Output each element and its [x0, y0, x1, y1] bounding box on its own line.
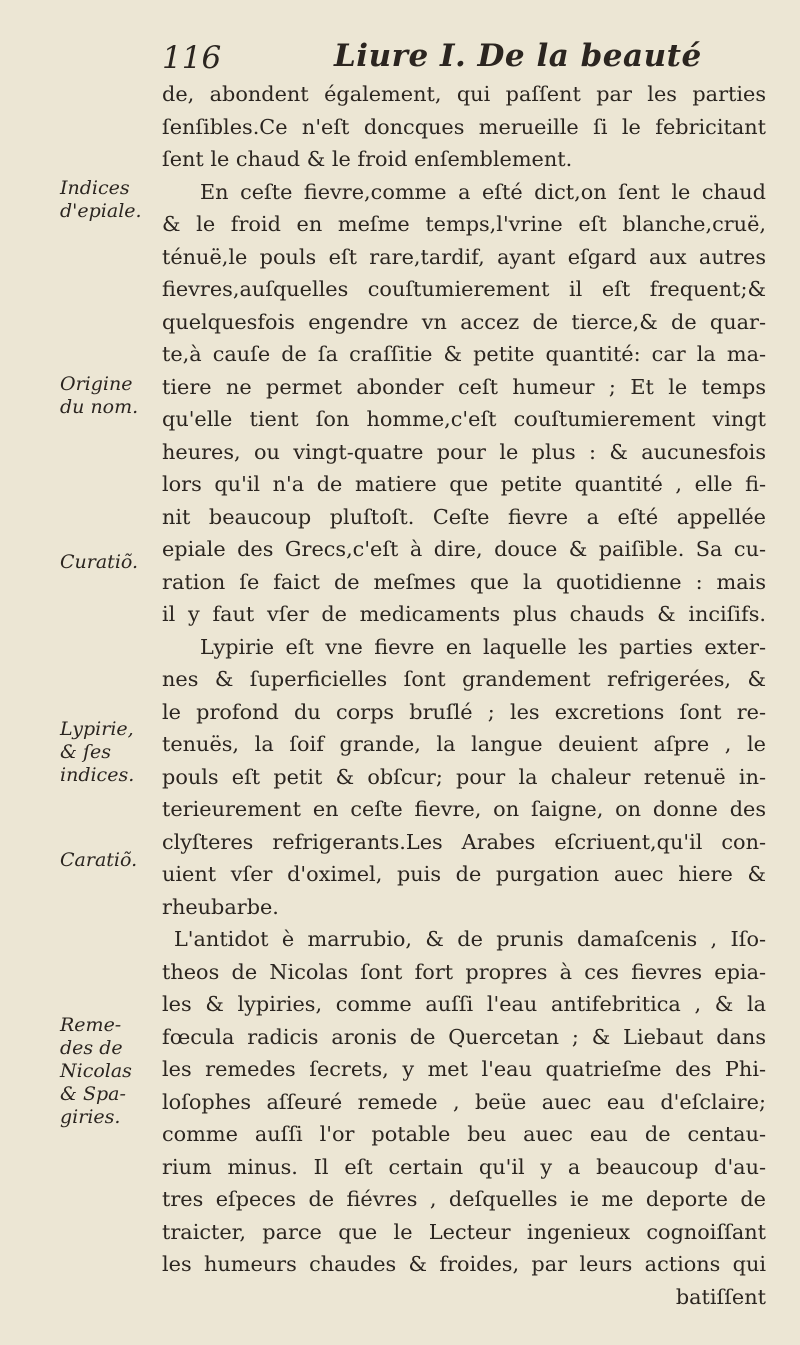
- margin-notes: [0, 0, 160, 1345]
- margin-note: [60, 373, 138, 419]
- text-line: les humeurs chaudes & froides, par leurs actions qui: [162, 1252, 766, 1276]
- margin-note-line: & Spa-: [60, 1083, 126, 1105]
- text-line: ténuë,le pouls eſt rare,tardif, ayant eſgard aux autres: [162, 244, 766, 269]
- text-line: heures, ou vingt-quatre pour le plus : & aucunesfois: [162, 439, 766, 464]
- margin-note-line: Curatiõ.: [60, 551, 139, 573]
- body-text: [162, 78, 766, 1313]
- text-line: ſent le chaud & le froid enſemblement.: [162, 147, 573, 171]
- page-number: 116: [162, 40, 222, 76]
- margin-note-line: d'epiale.: [60, 200, 142, 222]
- text-line: uient vſer d'oximel, puis de purgation auec hiere &: [162, 862, 766, 886]
- text-line: les remedes ſecrets, y met l'eau quatrieſme des Phi-: [162, 1057, 766, 1081]
- margin-note-line: Nicolas: [60, 1060, 132, 1082]
- text-line: loſophes aſſeuré remede , beüe auec eau d'eſclaire;: [162, 1089, 766, 1114]
- margin-note-line: & ſes: [60, 741, 111, 763]
- text-line: tres eſpeces de fiévres , deſquelles ie me deporte de: [162, 1187, 766, 1211]
- margin-note-line: Indices: [60, 177, 130, 199]
- text-line: nit beaucoup pluſtoſt. Ceſte fievre a eſté appellée: [162, 504, 766, 529]
- text-line: Lypirie eſt vne fievre en laquelle les parties exter-: [200, 634, 766, 659]
- margin-note-line: indices.: [60, 764, 135, 786]
- text-line: & le froid en meſme temps,l'vrine eſt blanche,cruë,: [162, 212, 766, 236]
- text-line: rheubarbe.: [162, 894, 279, 919]
- text-line: tiere ne permet abonder ceſt humeur ; Et le temps: [162, 374, 766, 399]
- margin-note: [60, 551, 138, 574]
- text-line: le profond du corps bruſlé ; les excretions ſont re-: [162, 699, 766, 724]
- text-line: nes & ſuperficielles ſont grandement refrigerées, &: [162, 667, 766, 691]
- text-line: clyſteres refrigerants.Les Arabes eſcriuent,qu'il con-: [162, 829, 766, 854]
- margin-note: [60, 1014, 132, 1129]
- margin-note-line: Origine: [60, 373, 133, 395]
- text-line: En ceſte fievre,comme a eſté dict,on ſent le chaud: [200, 179, 766, 204]
- text-line: il y faut vſer de medicaments plus chauds & inciſifs.: [162, 602, 766, 626]
- text-line: de, abondent également, qui paſſent par les parties: [162, 82, 766, 106]
- text-line: quelquesfois engendre vn accez de tierce,& de quar-: [162, 309, 766, 334]
- text-line: batiſſent: [675, 1284, 766, 1309]
- text-line: lors qu'il n'a de matiere que petite quantité , elle fi-: [162, 472, 766, 496]
- text-line: te,à cauſe de ſa craſſitie & petite quantité: car la ma-: [162, 342, 766, 366]
- margin-note-line: des de: [60, 1037, 123, 1059]
- margin-note-line: Caratiõ.: [60, 849, 138, 871]
- text-line: terieurement en ceſte fievre, on ſaigne, on donne des: [162, 797, 766, 821]
- text-line: fievres,auſquelles couſtumierement il eſt frequent;&: [162, 277, 766, 301]
- text-line: L'antidot è marrubio, & de prunis damaſcenis , Iſo-: [174, 927, 766, 951]
- text-line: ſenſibles.Ce n'eſt doncques merueille ſi le febricitant: [162, 114, 766, 139]
- margin-note: [60, 849, 137, 872]
- text-line: traicter, parce que le Lecteur ingenieux cognoiſſant: [162, 1219, 766, 1244]
- margin-note: [60, 177, 142, 223]
- margin-note: [60, 718, 134, 787]
- margin-note-line: giries.: [60, 1106, 121, 1128]
- text-line: pouls eſt petit & obſcur; pour la chaleur retenuë in-: [162, 764, 766, 789]
- text-line: tenuës, la ſoif grande, la langue deuient aſpre , le: [162, 732, 766, 756]
- running-title: Liure I. De la beauté: [334, 38, 702, 74]
- text-line: rium minus. Il eſt certain qu'il y a beaucoup d'au-: [162, 1154, 766, 1179]
- margin-note-line: du nom.: [60, 396, 139, 418]
- text-line: fœcula radicis aronis de Quercetan ; & Liebaut dans: [162, 1024, 766, 1049]
- text-line: ration ſe faict de meſmes que la quotidienne : mais: [162, 569, 766, 594]
- text-line: epiale des Grecs,c'eſt à dire, douce & paiſible. Sa cu-: [162, 537, 766, 561]
- text-line: theos de Nicolas ſont fort propres à ces fievres epia-: [162, 959, 766, 984]
- text-line: les & lypiries, comme auſſi l'eau antifebritica , & la: [162, 992, 766, 1016]
- margin-note-line: Reme-: [60, 1014, 122, 1036]
- margin-note-line: Lypirie,: [60, 718, 134, 740]
- text-line: qu'elle tient ſon homme,c'eſt couſtumierement vingt: [162, 407, 766, 431]
- text-line: comme auſſi l'or potable beu auec eau de centau-: [162, 1122, 766, 1146]
